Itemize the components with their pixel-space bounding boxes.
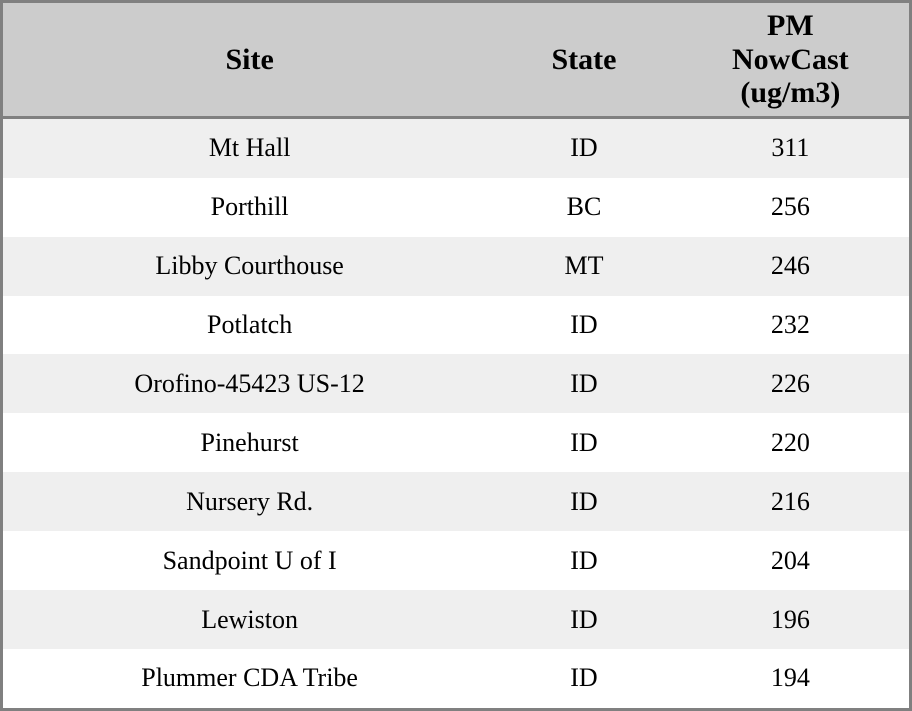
cell-pm-nowcast: 196: [672, 590, 909, 649]
cell-site: Lewiston: [3, 590, 496, 649]
cell-site: Sandpoint U of I: [3, 531, 496, 590]
table-row: [3, 531, 909, 590]
cell-pm-nowcast: 216: [672, 472, 909, 531]
table-row: [3, 590, 909, 649]
cell-pm-nowcast: 311: [672, 117, 909, 177]
pm-nowcast-table: [3, 3, 909, 708]
cell-pm-nowcast: 232: [672, 296, 909, 355]
column-header-state: State: [496, 3, 671, 117]
cell-pm-nowcast: 220: [672, 413, 909, 472]
cell-pm-nowcast: 256: [672, 178, 909, 237]
column-header-pm-nowcast: [672, 3, 909, 117]
cell-site: Pinehurst: [3, 413, 496, 472]
cell-site: Porthill: [3, 178, 496, 237]
cell-site: Plummer CDA Tribe: [3, 649, 496, 708]
cell-pm-nowcast: 246: [672, 237, 909, 296]
column-header-pm-nowcast-line3: (ug/m3): [740, 76, 841, 110]
cell-pm-nowcast: 194: [672, 649, 909, 708]
table-header: [3, 3, 909, 117]
cell-site: Potlatch: [3, 296, 496, 355]
table-row: [3, 413, 909, 472]
table-row: [3, 354, 909, 413]
cell-state: ID: [496, 354, 671, 413]
table-row: [3, 117, 909, 177]
table-row: [3, 296, 909, 355]
cell-state: BC: [496, 178, 671, 237]
column-header-site: Site: [3, 3, 496, 117]
cell-site: Mt Hall: [3, 117, 496, 177]
cell-state: MT: [496, 237, 671, 296]
cell-state: ID: [496, 413, 671, 472]
cell-state: ID: [496, 590, 671, 649]
cell-pm-nowcast: 226: [672, 354, 909, 413]
cell-pm-nowcast: 204: [672, 531, 909, 590]
column-header-pm-nowcast-line2: NowCast: [732, 42, 849, 76]
table-body: [3, 117, 909, 708]
column-header-pm-nowcast-line1: PM: [767, 9, 814, 42]
table-row: [3, 237, 909, 296]
cell-site: Orofino-45423 US-12: [3, 354, 496, 413]
table-header-row: [3, 3, 909, 117]
table-row: [3, 649, 909, 708]
table-row: [3, 178, 909, 237]
cell-state: ID: [496, 472, 671, 531]
cell-state: ID: [496, 531, 671, 590]
cell-state: ID: [496, 117, 671, 177]
table-row: [3, 472, 909, 531]
cell-state: ID: [496, 296, 671, 355]
cell-site: Nursery Rd.: [3, 472, 496, 531]
cell-site: Libby Courthouse: [3, 237, 496, 296]
cell-state: ID: [496, 649, 671, 708]
